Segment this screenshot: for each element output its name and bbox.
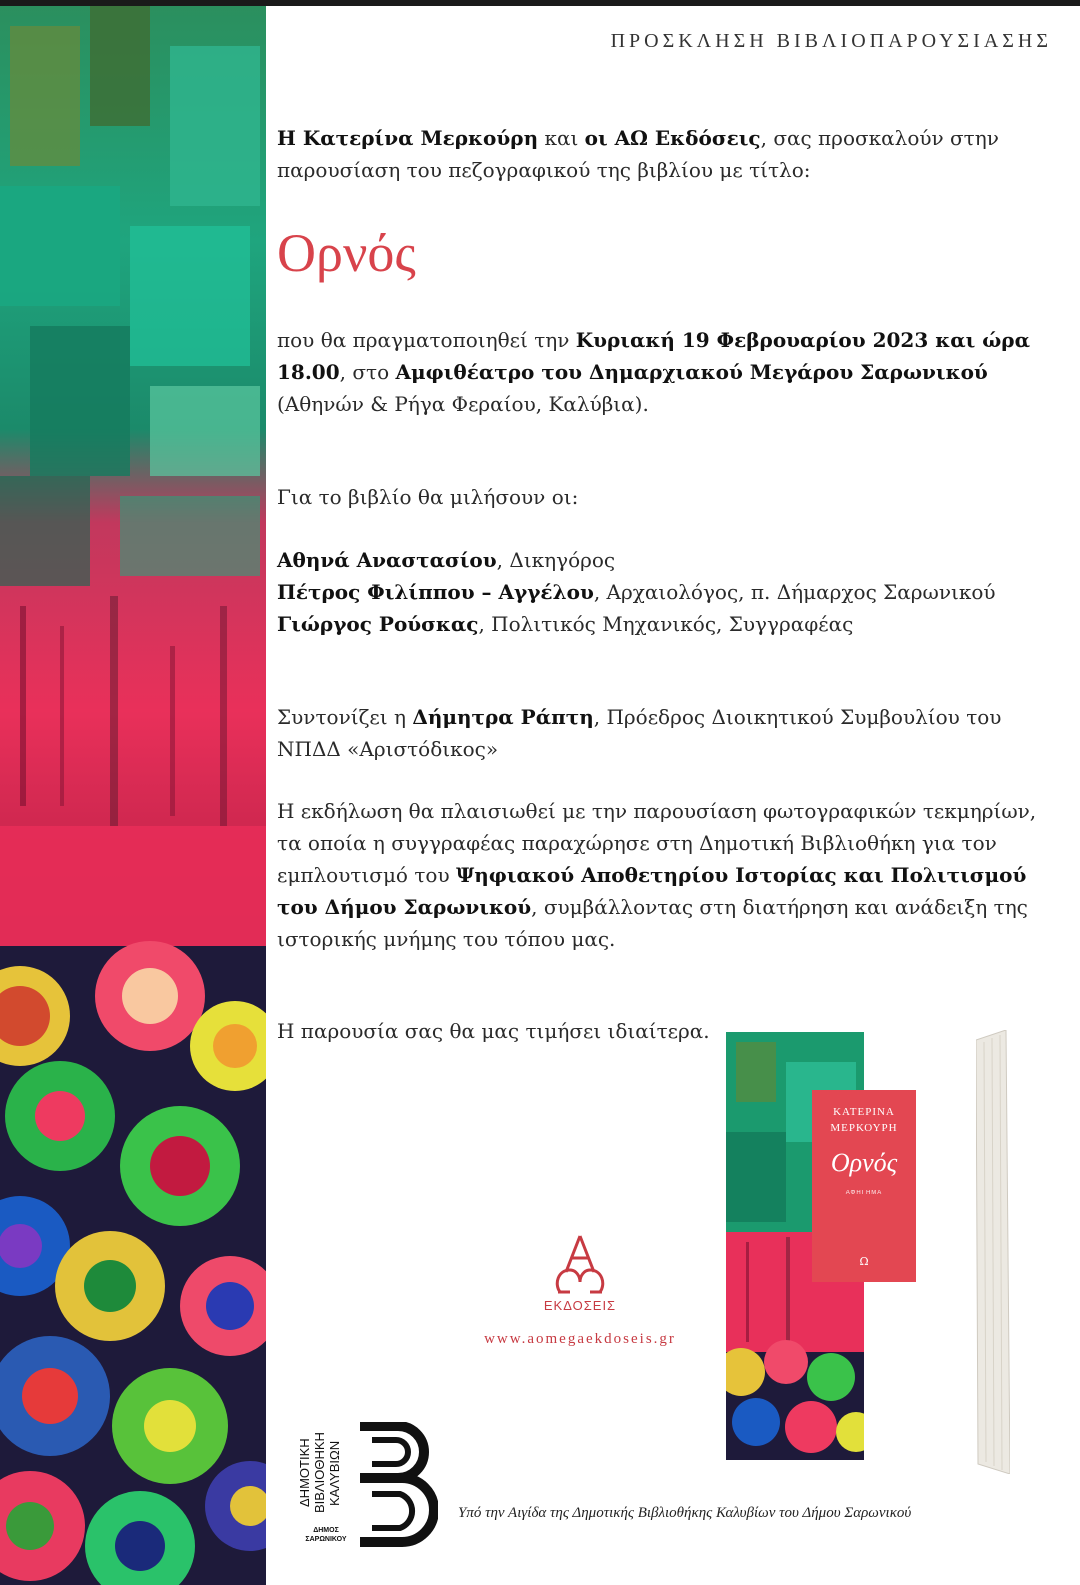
- library-name: ΔΗΜΟΤΙΚΗ ΒΙΒΛΙΟΘΗΚΗ ΚΑΛΥΒΙΩΝ: [297, 1432, 342, 1514]
- author-name: Η Κατερίνα Μερκούρη: [277, 126, 539, 150]
- event-paragraph: που θα πραγματοποιηθεί την Κυριακή 19 Φεβρουαρίου 2023 και ώρα 18.00, στο Αμφιθέατρο του Δημαρχιακού Μεγάρου Σαρωνικού (Αθηνών & Ρήγα Φεραίου, Καλύβια).: [277, 328, 1030, 416]
- abstract-painting: [0, 6, 266, 1585]
- speakers-list: [277, 544, 1037, 640]
- publisher-logo: [460, 1232, 700, 1348]
- exhibit-paragraph: Η εκδήλωση θα πλαισιωθεί με την παρουσίαση φωτογραφικών τεκμηρίων, τα οποία η συγγραφέας παραχώρησε στη Δημοτική Βιβλιοθήκη για τον εμπλουτισμό του Ψηφιακού Αποθετηρίου Ιστορίας και Πολιτισμού του Δήμου Σαρωνικού, συμβάλλοντας στη διατήρηση και ανάδειξη της ιστορικής μνήμης του τόπου μας.: [277, 799, 1037, 951]
- book-title: Ορνός: [277, 223, 416, 283]
- moderator-paragraph: Συντονίζει η Δήμητρα Ράπτη, Πρόεδρος Διοικητικού Συμβουλίου του ΝΠΔΔ «Αριστόδικος»: [277, 705, 1002, 761]
- event-date: Κυριακή 19 Φεβρουαρίου 2023 και ώρα 18.00: [277, 328, 1030, 384]
- moderator-name: Δήμητρα Ράπτη: [412, 705, 594, 729]
- closing-line: Η παρουσία σας θα μας τιμήσει ιδιαίτερα.: [277, 1019, 710, 1043]
- invitation-heading: ΠΡΟΣΚΛΗΣΗ ΒΙΒΛΙΟΠΑΡΟΥΣΙΑΣΗΣ: [610, 30, 1052, 52]
- cover-publisher-logo-icon: Ω: [859, 1255, 869, 1268]
- cover-genre: ΑΦΗΓΗΜΑ: [845, 1190, 883, 1196]
- event-venue: Αμφιθέατρο του Δημαρχιακού Μεγάρου Σαρωνικού: [395, 360, 988, 384]
- intro-paragraph: Η Κατερίνα Μερκούρη και οι ΑΩ Εκδόσεις, σας προσκαλούν στην παρουσίαση του πεζογραφικού της βιβλίου με τίτλο:: [277, 126, 999, 182]
- publisher-logo-name: ΕΚΔΟΣΕΙΣ: [543, 1298, 617, 1313]
- library-municipality: ΔΗΜΟΣ ΣΑΡΩΝΙΚΟΥ: [305, 1527, 347, 1543]
- speakers-intro: Για το βιβλίο θα μιλήσουν οι:: [277, 485, 579, 509]
- publisher-url[interactable]: www.aomegaekdoseis.gr: [484, 1331, 676, 1347]
- alpha-omega-logo-icon: [550, 1232, 610, 1296]
- cover-author: ΚΑΤΕΡΙΝΑ ΜΕΡΚΟΥΡΗ: [830, 1106, 898, 1134]
- speaker-row: Πέτρος Φιλίππου – Αγγέλου, Αρχαιολόγος, π. Δήμαρχος Σαρωνικού: [277, 580, 996, 604]
- speaker-row: Αθηνά Αναστασίου, Δικηγόρος: [277, 548, 616, 572]
- publisher-name: οι ΑΩ Εκδόσεις: [584, 126, 761, 150]
- book-cover-label: [812, 1090, 916, 1282]
- speaker-row: Γιώργος Ρούσκας, Πολιτικός Μηχανικός, Συγγραφέας: [277, 612, 854, 636]
- cover-title: Ορνός: [830, 1148, 898, 1177]
- auspices-note: Υπό την Αιγίδα της Δημοτικής Βιβλιοθήκης Καλυβίων του Δήμου Σαρωνικού: [458, 1505, 912, 1521]
- archive-name: Ψηφιακού Αποθετηρίου Ιστορίας και Πολιτισμού του Δήμου Σαρωνικού: [277, 863, 1027, 919]
- event-address: (Αθηνών & Ρήγα Φεραίου, Καλύβια).: [277, 392, 649, 416]
- book-pages-edge: [976, 1030, 1010, 1474]
